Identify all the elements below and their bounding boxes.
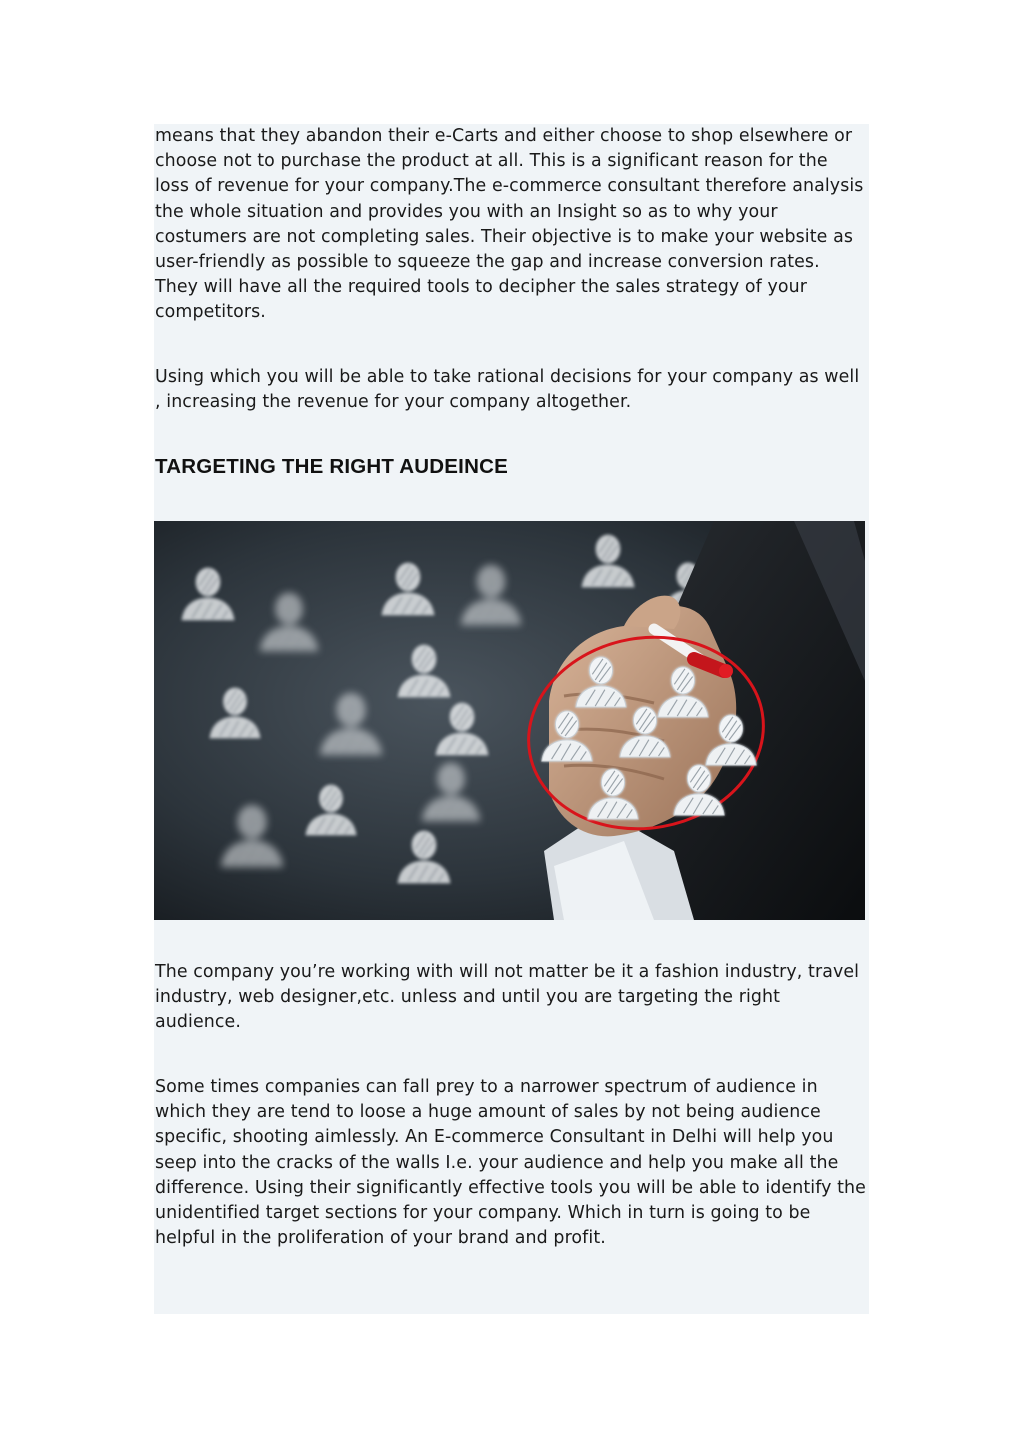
body-paragraph: The company you’re working with will not matter be it a fashion industry, travel industry, web designer,etc. unless and until you are targeting the right audience. xyxy=(155,962,860,1033)
body-paragraph: Using which you will be able to take rational decisions for your company as well , increasing the revenue for your company altogether. xyxy=(155,367,860,413)
body-paragraph: means that they abandon their e-Carts and either choose to shop elsewhere or choose not to purchase the product at all. This is a significant reason for the loss of revenue for your company.The e-commerce consultant therefore analysis the whole situation and provides you with an Insight so as to why your costumers are not completing sales. Their objective is to make your website as user-friendly as possible to squeeze the gap and increase conversion rates. They will have all the required tools to decipher the sales strategy of your competitors. xyxy=(155,126,864,323)
section-heading: TARGETING THE RIGHT AUDEINCE xyxy=(155,455,508,478)
target-audience-image xyxy=(154,521,865,920)
body-paragraph: Some times companies can fall prey to a narrower spectrum of audience in which they are tend to loose a huge amount of sales by not being audience specific, shooting aimlessly. An E-commerce Consultant in Delhi will help you seep into the cracks of the walls I.e. your audience and help you make all the difference. Using their significantly effective tools you will be able to identify the unidentified target sections for your company. Which in turn is going to be helpful in the proliferation of your brand and profit. xyxy=(155,1077,866,1249)
